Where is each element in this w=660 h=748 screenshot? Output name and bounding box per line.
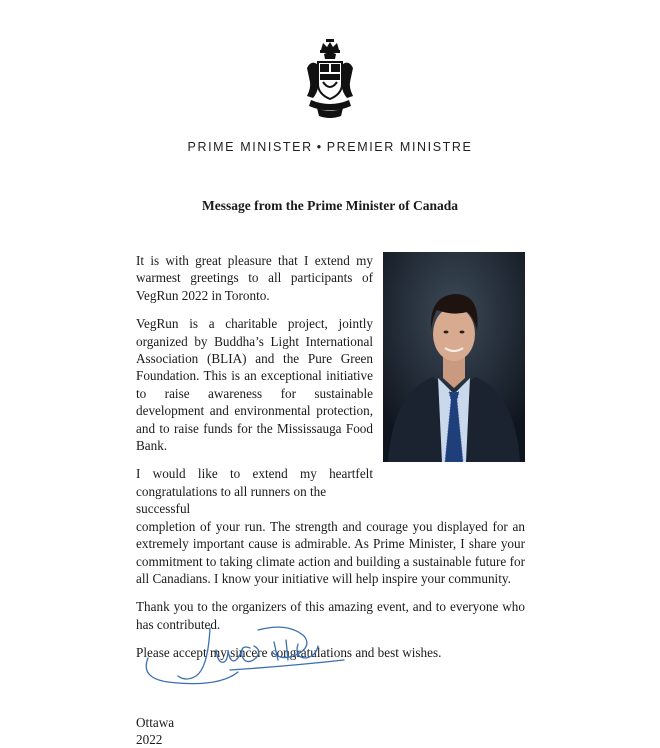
message-title: Message from the Prime Minister of Canada	[202, 198, 458, 213]
paragraph-wishes: Please accept my sincere congratulations and best wishes.	[136, 645, 442, 661]
office-title-en: PRIME MINISTER	[187, 140, 313, 154]
paragraph-congratulations-line2: congratulations to all runners on the successful	[136, 483, 327, 517]
signature-image	[140, 620, 350, 690]
coat-of-arms-icon	[303, 38, 357, 120]
office-title-fr: PREMIER MINISTRE	[326, 140, 473, 154]
closing-block	[136, 714, 174, 748]
paragraph-greeting: It is with great pleasure that I extend my warmest greetings to all participants of VegRun 2022 in Toronto.	[136, 253, 373, 303]
message-body	[136, 252, 525, 673]
office-header	[0, 140, 660, 154]
paragraph-congratulations-line1: I would like to extend my heartfelt	[136, 466, 373, 482]
closing-city: Ottawa	[136, 715, 175, 730]
paragraph-congratulations	[136, 465, 525, 587]
paragraph-congratulations-rest: completion of your run. The strength and courage you displayed for an extremely important cause is admirable. As Prime Minister, I share your commitment to taking climate action and building a sustainable future for all Canadians. I know your initiative will help inspire your community.	[136, 518, 525, 586]
paragraph-thanks: Thank you to the organizers of this amazing event, and to everyone who has contributed.	[136, 599, 525, 632]
closing-year: 2022	[136, 732, 163, 747]
header-separator: •	[316, 140, 323, 154]
paragraph-vegrun: VegRun is a charitable project, jointly organized by Buddha’s Light International Association (BLIA) and the Pure Green Foundation. This is an exceptional initiative to raise awareness for sustainable development and environmental protection, and to raise funds for the Mississauga Food Bank.	[136, 316, 373, 454]
